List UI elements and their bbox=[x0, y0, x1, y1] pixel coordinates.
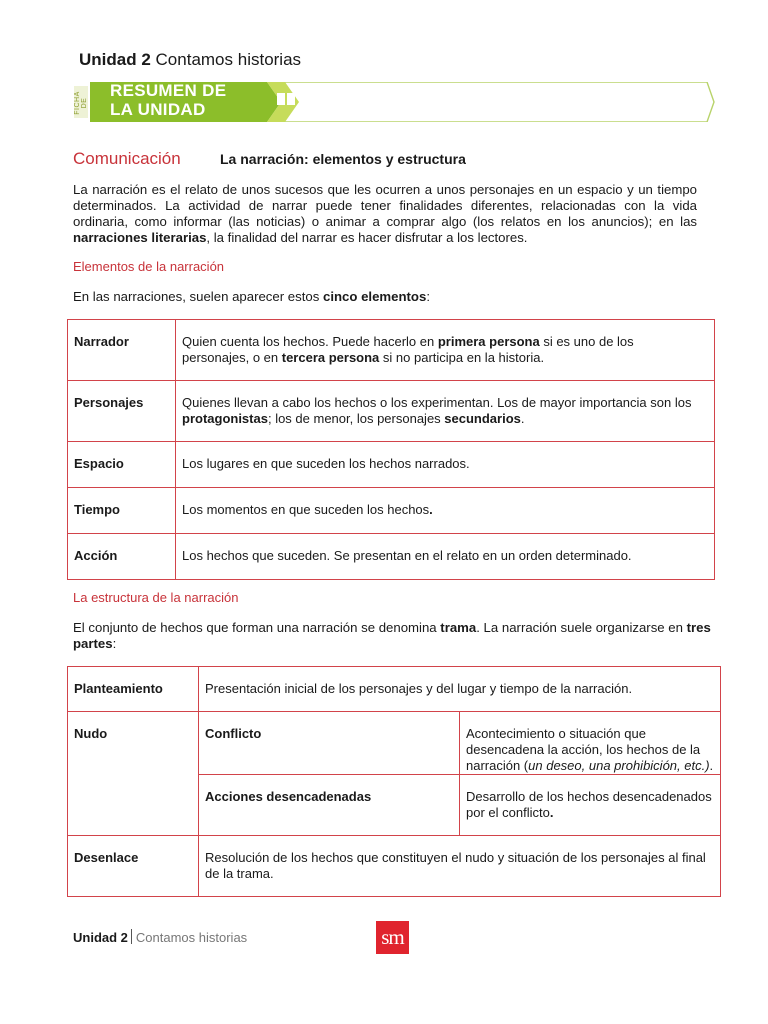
footer-unit: Unidad 2 bbox=[73, 930, 128, 945]
row-term: Acción bbox=[68, 534, 176, 580]
sm-logo: sm bbox=[376, 921, 409, 954]
row-description: Acontecimiento o situación que desencadena la acción, los hechos de la narración (un deseo, una prohibición, etc.). bbox=[460, 712, 721, 775]
table-row bbox=[68, 712, 721, 775]
structure-lead: El conjunto de hechos que forman una narración se denomina trama. La narración suele organizarse en tres partes: bbox=[73, 620, 711, 651]
section-title: La narración: elementos y estructura bbox=[220, 151, 466, 167]
unit-title: Unidad 2 Contamos historias bbox=[79, 50, 302, 69]
row-description: Los hechos que suceden. Se presentan en el relato en un orden determinado. bbox=[176, 534, 715, 580]
table-row bbox=[68, 442, 715, 488]
table-row bbox=[68, 836, 721, 897]
intro-paragraph: La narración es el relato de unos sucesos que les ocurren a unos personajes en un espacio y un tiempo determinados. La actividad de narrar puede tener finalidades diferentes, relacionadas con la vida ordinaria, como informar (las noticias) o animar a comprar algo (los relatos en los anuncios); en las narraciones literarias, la finalidad del narrar es hacer disfrutar a los lectores. bbox=[73, 182, 697, 245]
row-term: Narrador bbox=[68, 320, 176, 381]
footer bbox=[73, 929, 247, 945]
book-icon bbox=[276, 92, 296, 106]
row-description: Los momentos en que suceden los hechos. bbox=[176, 488, 715, 534]
table-row bbox=[68, 381, 715, 442]
banner-title bbox=[110, 81, 226, 119]
row-description: Resolución de los hechos que constituyen el nudo y situación de los personajes al final de la trama. bbox=[199, 836, 721, 897]
row-term: Desenlace bbox=[68, 836, 199, 897]
footer-title: Contamos historias bbox=[135, 930, 248, 945]
elements-heading: Elementos de la narración bbox=[73, 259, 225, 274]
row-description: Quien cuenta los hechos. Puede hacerlo en primera persona si es uno de los personajes, o en tercera persona si no participa en la historia. bbox=[176, 320, 715, 381]
ficha-label: FICHA DE bbox=[74, 91, 88, 115]
structure-heading: La estructura de la narración bbox=[73, 590, 239, 605]
row-description: Quienes llevan a cabo los hechos o los experimentan. Los de mayor importancia son los protagonistas; los de menor, los personajes secundarios. bbox=[176, 381, 715, 442]
table-row bbox=[68, 534, 715, 580]
sub-term: Acciones desencadenadas bbox=[199, 775, 460, 836]
banner-outline bbox=[285, 82, 714, 122]
table-row bbox=[68, 488, 715, 534]
table-row bbox=[68, 320, 715, 381]
table-row bbox=[68, 667, 721, 712]
section-label: Comunicación bbox=[73, 149, 181, 168]
row-description: Los lugares en que suceden los hechos narrados. bbox=[176, 442, 715, 488]
row-description: Desarrollo de los hechos desencadenados por el conflicto. bbox=[460, 775, 721, 836]
sub-term: Conflicto bbox=[199, 712, 460, 775]
row-term: Tiempo bbox=[68, 488, 176, 534]
row-term: Personajes bbox=[68, 381, 176, 442]
structure-table bbox=[67, 666, 721, 897]
elements-lead: En las narraciones, suelen aparecer estos cinco elementos: bbox=[73, 289, 430, 304]
elements-table bbox=[67, 319, 715, 580]
banner-line-1: RESUMEN DE bbox=[110, 81, 227, 100]
row-term: Espacio bbox=[68, 442, 176, 488]
banner-line-2: LA UNIDAD bbox=[110, 100, 206, 119]
row-term: Planteamiento bbox=[68, 667, 199, 712]
row-term: Nudo bbox=[68, 712, 199, 836]
footer-divider bbox=[131, 929, 132, 944]
row-description: Presentación inicial de los personajes y del lugar y tiempo de la narración. bbox=[199, 667, 721, 712]
